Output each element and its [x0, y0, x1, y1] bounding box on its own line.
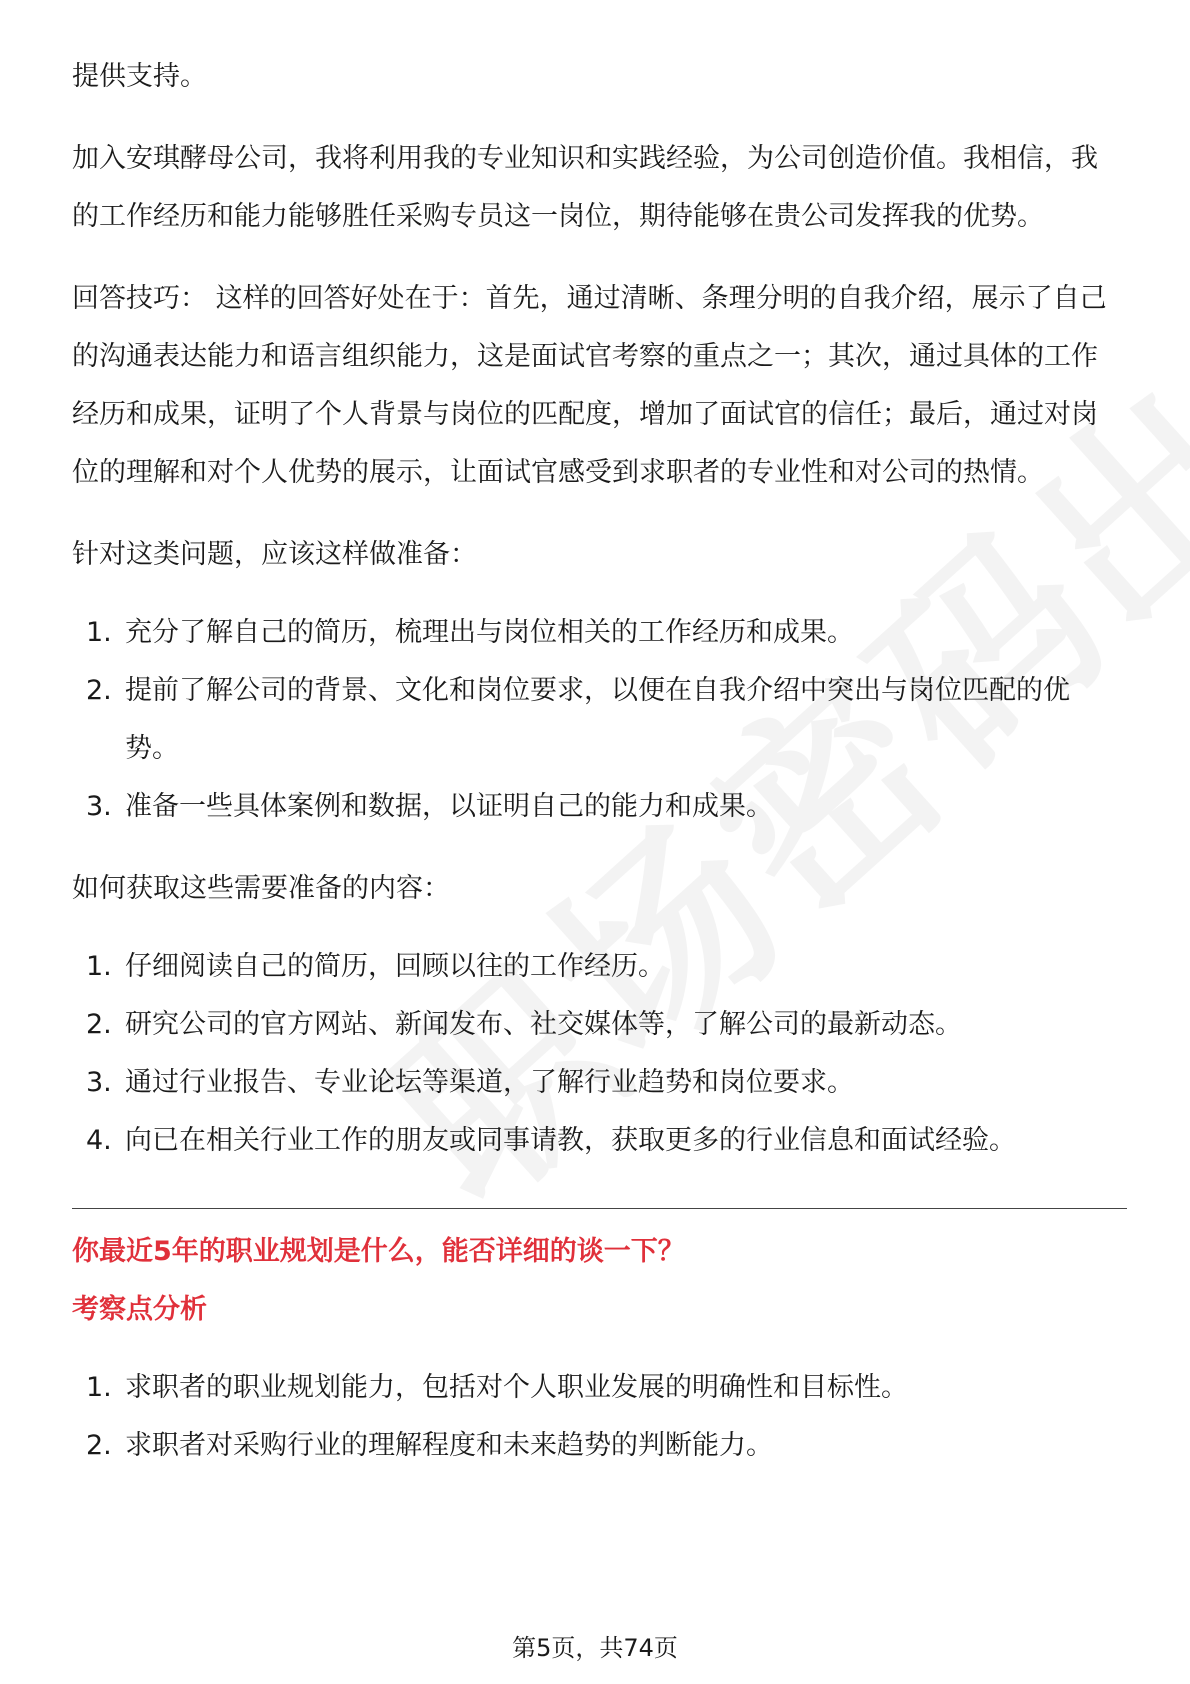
- obtain-heading: 如何获取这些需要准备的内容：: [72, 873, 450, 904]
- list-item-text: 求职者的职业规划能力，包括对个人职业发展的明确性和目标性。: [125, 1372, 908, 1403]
- list-item: [72, 604, 1117, 662]
- list-number: 1.: [86, 617, 112, 648]
- list-number: 1.: [86, 1372, 112, 1403]
- list-item-text: 通过行业报告、专业论坛等渠道，了解行业趋势和岗位要求。: [125, 1067, 854, 1098]
- question-title: 你最近5年的职业规划是什么，能否详细的谈一下？: [72, 1236, 685, 1267]
- list-item: [72, 1417, 1117, 1475]
- list-item-text: 仔细阅读自己的简历，回顾以往的工作经历。: [125, 951, 665, 982]
- section-divider: [72, 1208, 1127, 1209]
- list-item: [72, 938, 1117, 996]
- prep-list: [72, 604, 1117, 836]
- list-item: [72, 778, 1117, 836]
- list-item-text: 求职者对采购行业的理解程度和未来趋势的判断能力。: [125, 1430, 773, 1461]
- list-number: 2.: [86, 1009, 112, 1040]
- list-number: 2.: [86, 675, 112, 706]
- list-number: 3.: [86, 791, 112, 822]
- answer-tips-paragraph: 回答技巧： 这样的回答好处在于：首先，通过清晰、条理分明的自我介绍，展示了自己的沟通表达能力和语言组织能力，这是面试官考察的重点之一；其次，通过具体的工作经历和成果，证明了个人背景与岗位的匹配度，增加了面试官的信任；最后，通过对岗位的理解和对个人优势的展示，让面试官感受到求职者的专业性和对公司的热情。: [72, 283, 1107, 488]
- list-number: 4.: [86, 1125, 112, 1156]
- page-footer: 第5页，共74页: [512, 1634, 678, 1662]
- analysis-list: [72, 1359, 1117, 1475]
- list-number: 3.: [86, 1067, 112, 1098]
- list-item-text: 研究公司的官方网站、新闻发布、社交媒体等，了解公司的最新动态。: [125, 1009, 962, 1040]
- intro-tail-paragraph: 提供支持。: [72, 61, 207, 92]
- list-number: 2.: [86, 1430, 112, 1461]
- list-item: [72, 1359, 1117, 1417]
- prep-heading: 针对这类问题，应该这样做准备：: [72, 539, 477, 570]
- list-item: [72, 662, 1117, 778]
- page-content: [72, 48, 1117, 1475]
- list-item-text: 提前了解公司的背景、文化和岗位要求，以便在自我介绍中突出与岗位匹配的优势。: [125, 675, 1070, 764]
- list-item-text: 充分了解自己的简历，梳理出与岗位相关的工作经历和成果。: [125, 617, 854, 648]
- analysis-title: 考察点分析: [72, 1294, 207, 1325]
- obtain-list: [72, 938, 1117, 1170]
- list-item-text: 向已在相关行业工作的朋友或同事请教，获取更多的行业信息和面试经验。: [125, 1125, 1016, 1156]
- join-company-paragraph: 加入安琪酵母公司，我将利用我的专业知识和实践经验，为公司创造价值。我相信，我的工作经历和能力能够胜任采购专员这一岗位，期待能够在贵公司发挥我的优势。: [72, 143, 1098, 232]
- list-item: [72, 1112, 1117, 1170]
- list-item: [72, 996, 1117, 1054]
- list-number: 1.: [86, 951, 112, 982]
- list-item-text: 准备一些具体案例和数据，以证明自己的能力和成果。: [125, 791, 773, 822]
- list-item: [72, 1054, 1117, 1112]
